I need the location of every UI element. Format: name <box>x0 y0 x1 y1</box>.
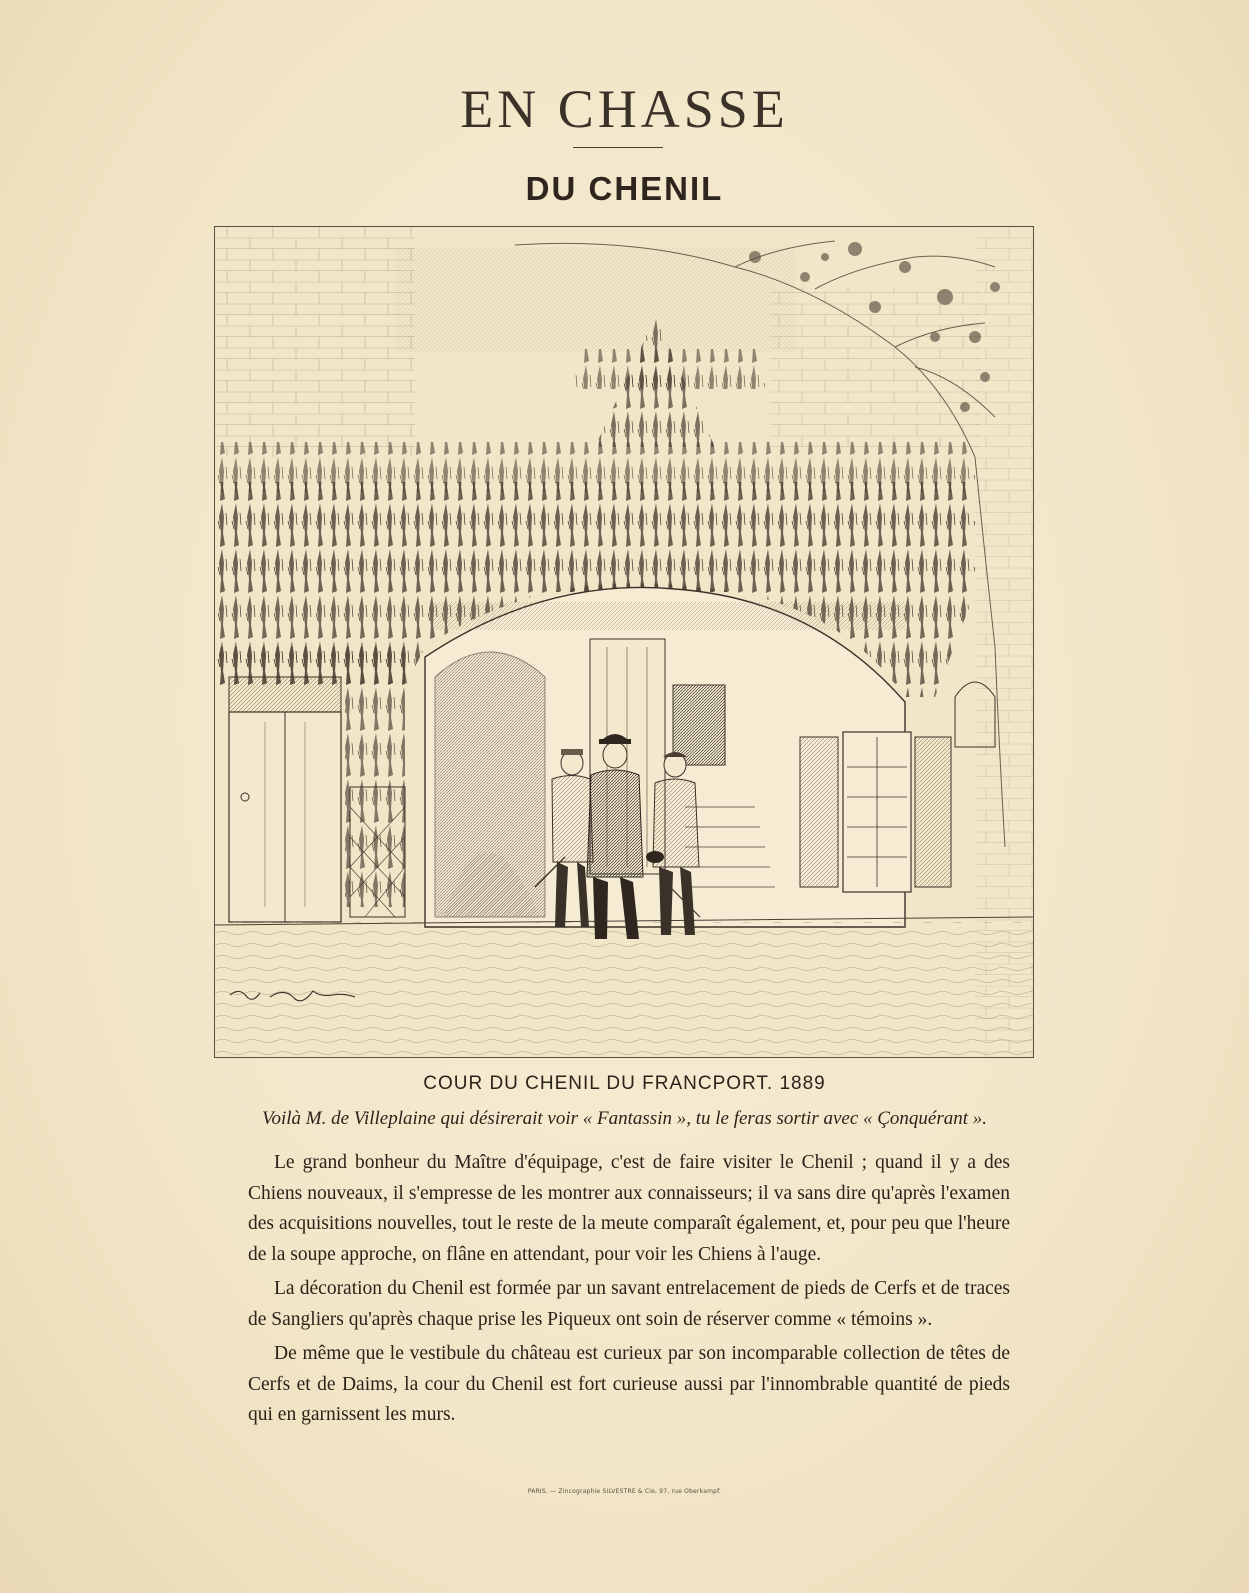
caption-title: COUR DU CHENIL DU FRANCPORT. 1889 <box>423 1073 826 1094</box>
page-title: EN CHASSE <box>460 79 789 139</box>
illustration-drawing <box>215 227 1033 1057</box>
brick-wall-left <box>215 227 415 457</box>
article-body <box>248 1148 1010 1435</box>
paragraph: La décoration du Chenil est formée par un savant entrelacement de pieds de Cerfs et de traces de Sangliers qu'après chaque prise les Piqueux ont soin de réserver comme « témoins ». <box>248 1278 1010 1330</box>
window-shutter-left <box>800 737 838 887</box>
paragraph: Le grand bonheur du Maître d'équipage, c'est de faire visiter le Chenil ; quand il y a des Chiens nouveaux, il s'empresse de les montrer aux connaisseurs; il va sans dire qu'après l'examen des acquisitions nouvelles, tout le reste de la meute comparaît également, et, pour peu que l'heure de la soupe approche, on flâne en attendant, pour voir les Chiens à l'auge. <box>248 1152 1010 1265</box>
window-shutter-right <box>915 737 951 887</box>
courtyard-ground <box>215 922 1033 1057</box>
title-divider <box>573 147 663 148</box>
page-subtitle: DU CHENIL <box>525 170 724 207</box>
printer-imprint: PARIS. — Zincographie SILVESTRE & Cie, 97, rue Oberkampf. <box>527 1488 722 1495</box>
paragraph: De même que le vestibule du château est curieux par son incomparable collection de têtes de Cerfs et de Daims, la cour du Chenil est fort curieuse aussi par l'innombrable quantité de pieds qui en garnissent les murs. <box>248 1343 1010 1425</box>
caption-quote: Voilà M. de Villeplaine qui désirerait voir « Fantassin », tu le feras sortir avec « Çonquérant ». <box>261 1108 988 1129</box>
kennel-illustration <box>214 226 1034 1058</box>
